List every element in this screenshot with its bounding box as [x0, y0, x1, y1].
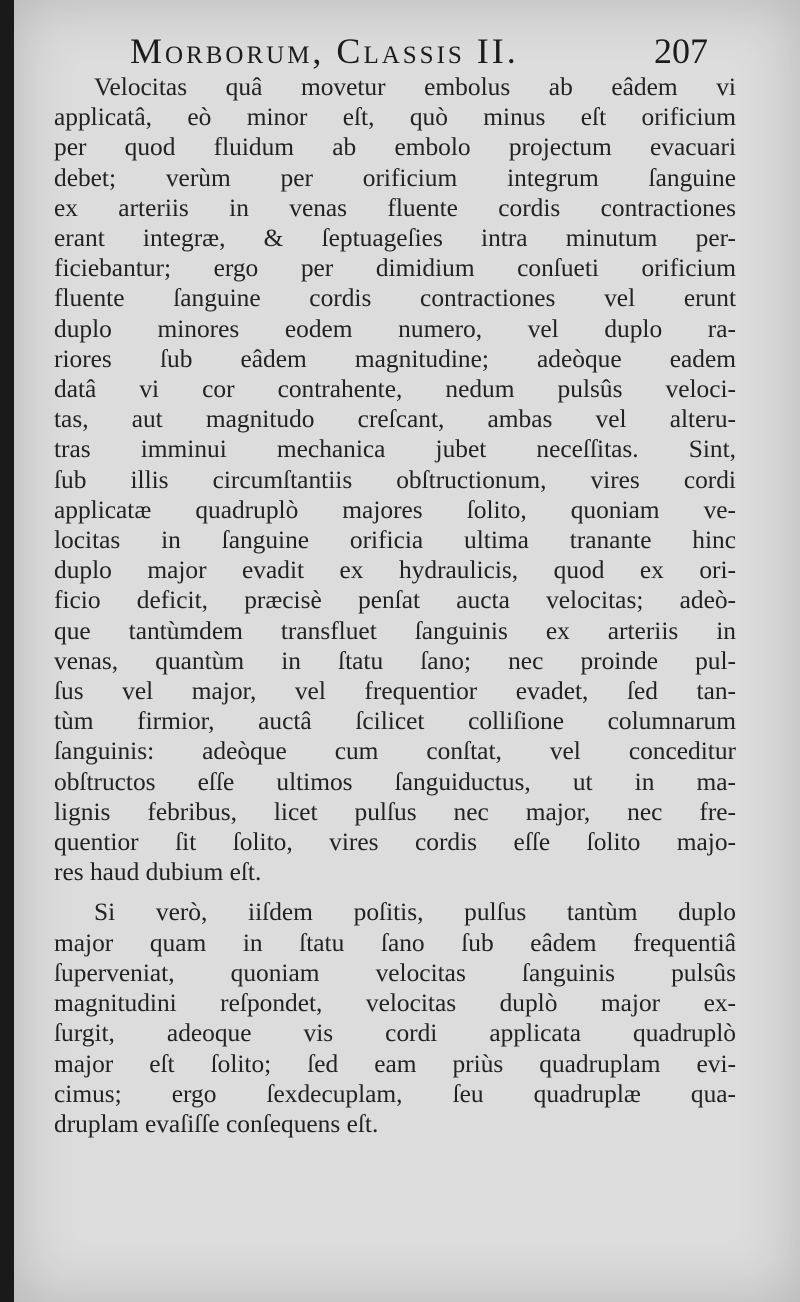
text-line: druplam evaſiſſe conſequens eſt. [54, 1109, 379, 1138]
text-line: cimus; ergo ſexdecuplam, ſeu quadruplæ qua- [54, 1079, 736, 1108]
text-line: major eſt ſolito; ſed eam priùs quadruplam evi- [54, 1049, 736, 1078]
text-line: locitas in ſanguine orificia ultima tranante hinc [54, 526, 736, 555]
text-line: ſuperveniat, quoniam velocitas ſanguinis pulsûs [54, 958, 736, 987]
text-line: ficiebantur; ergo per dimidium conſueti orificium [54, 254, 736, 283]
text-line: lignis febribus, licet pulſus nec major, nec fre- [54, 797, 736, 826]
text-line: Si verò, iiſdem poſitis, pulſus tantùm duplo [94, 898, 736, 927]
text-line: datâ vi cor contrahente, nedum pulsûs veloci- [54, 375, 736, 404]
text-line: riores ſub eâdem magnitudine; adeòque eadem [54, 344, 736, 373]
text-line: tas, aut magnitudo creſcant, ambas vel alteru- [54, 405, 736, 434]
running-head: Morborum, Classis II. [130, 31, 519, 71]
text-line: venas, quantùm in ſtatu ſano; nec proinde pul- [54, 646, 736, 675]
text-line: tras imminui mechanica jubet neceſſitas. Sint, [54, 435, 736, 464]
page-body [54, 72, 736, 1139]
text-line: obſtructos eſſe ultimos ſanguiductus, ut in ma- [54, 767, 736, 796]
text-line: debet; verùm per orificium integrum ſanguine [54, 163, 736, 192]
text-line: duplo minores eodem numero, vel duplo ra- [54, 314, 736, 343]
text-line: res haud dubium eſt. [54, 858, 262, 887]
text-line: ſanguinis: adeòque cum conſtat, vel conceditur [54, 737, 736, 766]
text-line: ex arteriis in venas fluente cordis contractiones [54, 193, 736, 222]
text-line: tùm firmior, auctâ ſcilicet colliſione columnarum [54, 707, 736, 736]
text-line: per quod fluidum ab embolo projectum evacuari [54, 133, 736, 162]
paragraph-2 [54, 897, 736, 1139]
text-line: ſurgit, adeoque vis cordi applicata quadruplò [54, 1019, 736, 1048]
text-line: major quam in ſtatu ſano ſub eâdem frequentiâ [54, 928, 736, 957]
paragraph-1 [54, 72, 736, 887]
text-line: Velocitas quâ movetur embolus ab eâdem vi [94, 73, 736, 101]
text-line: que tantùmdem transfluet ſanguinis ex arteriis in [54, 616, 736, 645]
text-line: duplo major evadit ex hydraulicis, quod ex ori- [54, 556, 736, 585]
text-line: applicatâ, eò minor eſt, quò minus eſt orificium [54, 103, 736, 132]
text-line: ſus vel major, vel frequentior evadet, ſed tan- [54, 677, 736, 706]
text-line: erant integræ, & ſeptuageſies intra minutum per- [54, 224, 736, 253]
text-line: ficio deficit, præcisè penſat aucta velocitas; adeò- [54, 586, 736, 615]
page-number: 207 [654, 31, 708, 71]
text-line: magnitudini reſpondet, velocitas duplò major ex- [54, 989, 736, 1018]
book-page [14, 0, 800, 1302]
text-line: applicatæ quadruplò majores ſolito, quoniam ve- [54, 495, 736, 524]
text-line: ſub illis circumſtantiis obſtructionum, vires cordi [54, 465, 736, 494]
text-line: quentior ſit ſolito, vires cordis eſſe ſolito majo- [54, 828, 736, 857]
text-line: fluente ſanguine cordis contractiones vel erunt [54, 284, 736, 313]
